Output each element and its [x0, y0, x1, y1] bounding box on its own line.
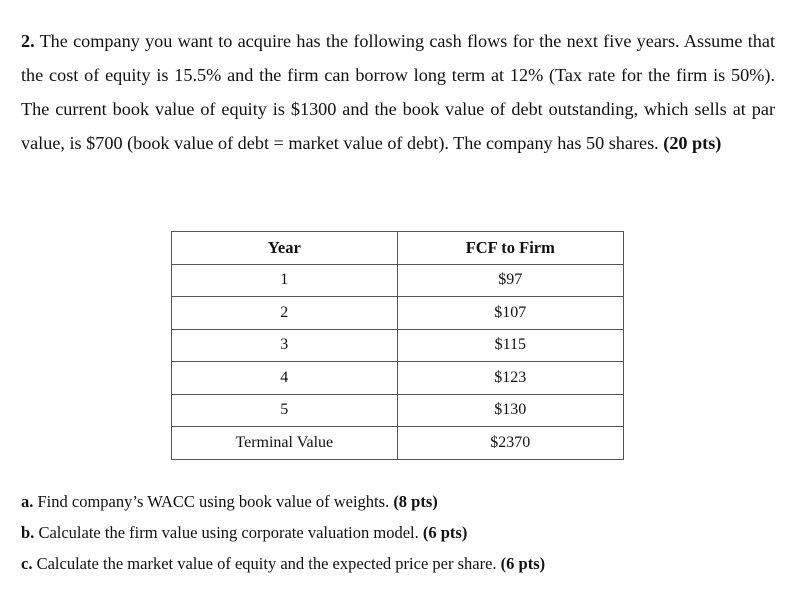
header-fcf: FCF to Firm	[397, 232, 623, 265]
question-letter: b.	[21, 523, 35, 542]
cell-fcf: $123	[397, 362, 623, 395]
cell-fcf: $130	[397, 394, 623, 427]
question-letter: c.	[21, 554, 33, 573]
question-text: Calculate the market value of equity and the expected price per share.	[32, 554, 501, 573]
problem-points: (20 pts)	[663, 133, 722, 153]
cash-flow-table	[171, 231, 624, 460]
table-row	[172, 362, 624, 395]
question-points: (6 pts)	[422, 523, 468, 542]
cell-fcf: $107	[397, 297, 623, 330]
cell-fcf: $2370	[397, 427, 623, 460]
cell-year: 1	[172, 264, 398, 297]
question-points: (8 pts)	[393, 492, 438, 511]
problem-number: 2.	[21, 31, 35, 51]
problem-statement	[21, 24, 775, 160]
problem-body: The company you want to acquire has the following cash flows for the next five years. Assume that the cost of equity is 15.5% and the firm can borrow long term at 12% (Tax rate for the firm is 50%). The current book value of equity is $1300 and the book value of debt outstanding, which sells at par value, is $700 (book value of debt = market value of debt). The company has 50 shares.	[21, 31, 775, 153]
table-row	[172, 329, 624, 362]
cell-fcf: $97	[397, 264, 623, 297]
cell-year: 4	[172, 362, 398, 395]
question-c	[21, 548, 545, 579]
cell-year: 3	[172, 329, 398, 362]
table-row	[172, 394, 624, 427]
table-row	[172, 264, 624, 297]
header-year: Year	[172, 232, 398, 265]
cell-year: 2	[172, 297, 398, 330]
cell-year: Terminal Value	[172, 427, 398, 460]
question-points: (6 pts)	[500, 554, 546, 573]
table-row	[172, 297, 624, 330]
question-text: Find company’s WACC using book value of weights.	[33, 492, 394, 511]
question-list	[21, 486, 545, 579]
cell-fcf: $115	[397, 329, 623, 362]
cell-year: 5	[172, 394, 398, 427]
question-text: Calculate the firm value using corporate valuation model.	[34, 523, 423, 542]
table-row	[172, 427, 624, 460]
question-b	[21, 517, 545, 548]
question-letter: a.	[21, 492, 34, 511]
table-header-row	[172, 232, 624, 265]
question-a	[21, 486, 545, 517]
